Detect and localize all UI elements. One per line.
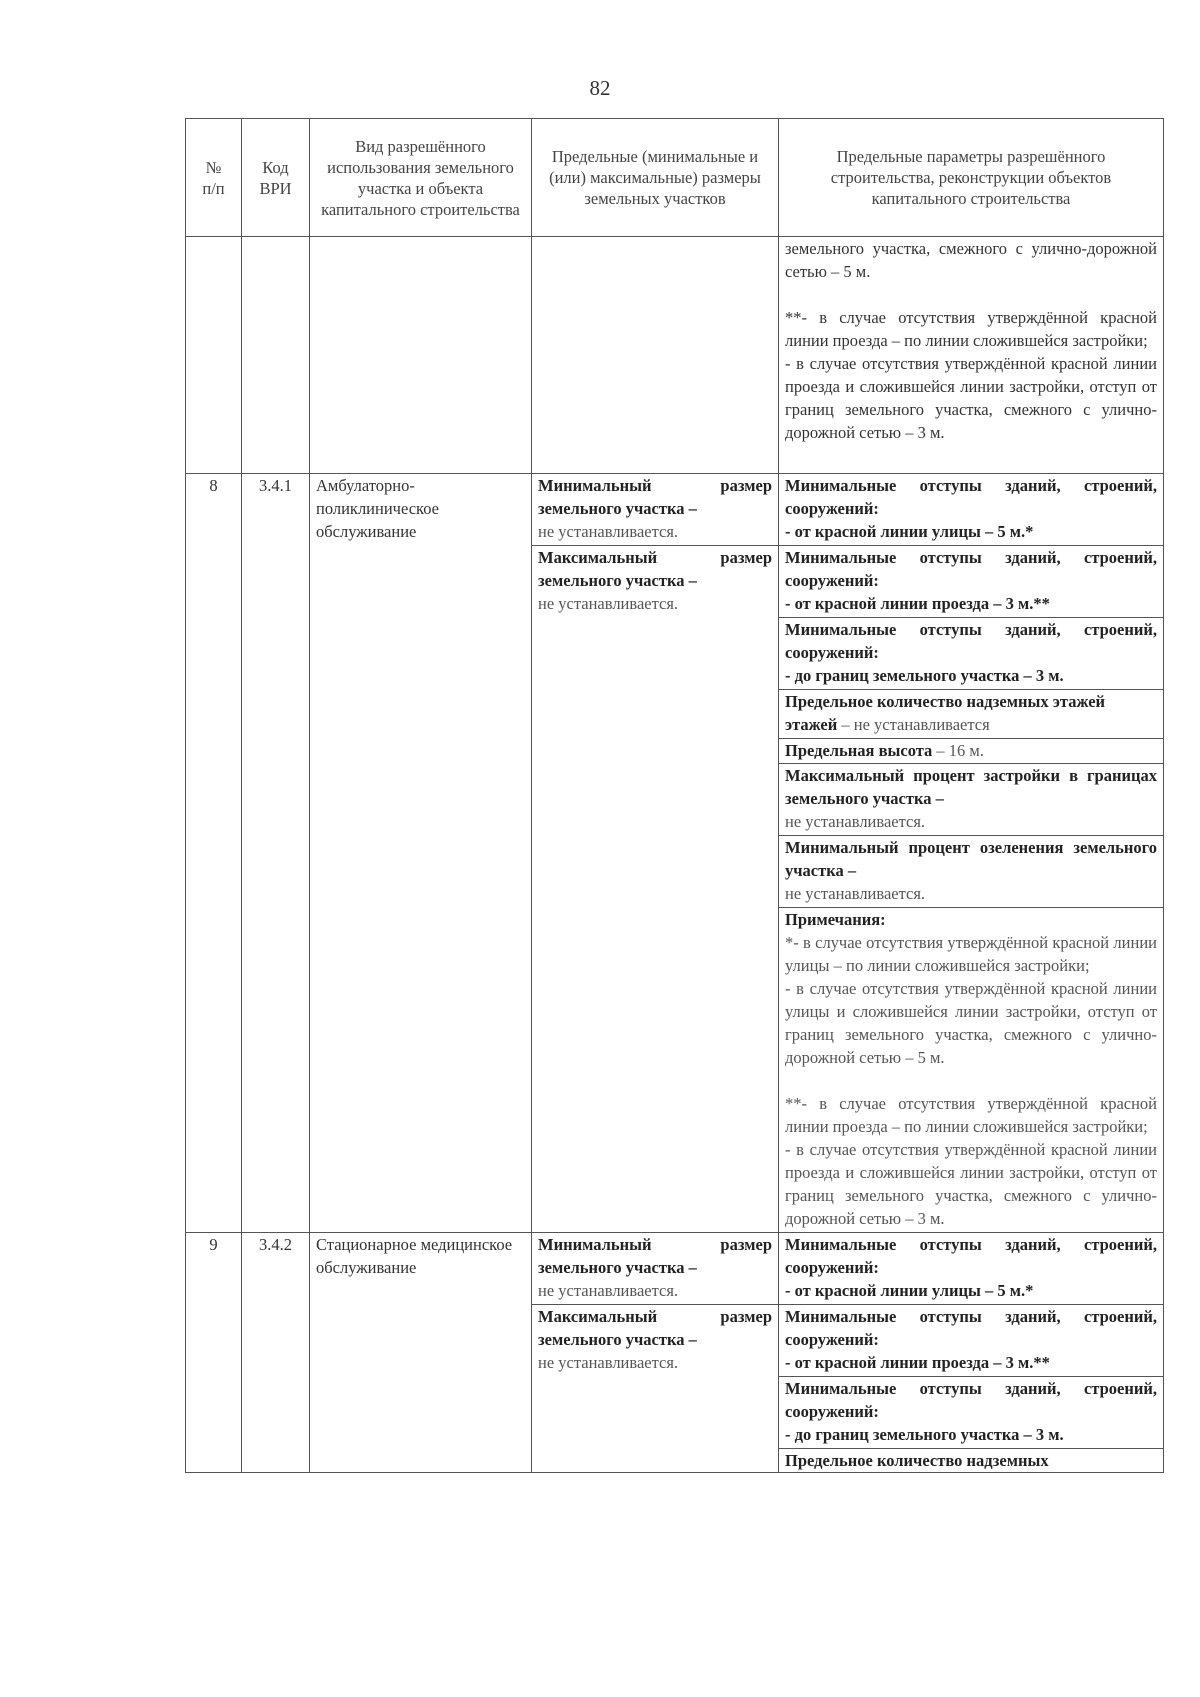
row-size [532, 1233, 779, 1473]
max-size-title: Максимальный размер земельного участка – [538, 548, 772, 590]
setback-street: - от красной линии улицы – 5 м.* [785, 1281, 1034, 1300]
setback-title: Минимальные отступы зданий, строений, сооружений: [785, 1307, 1157, 1349]
table-row-continuation [186, 237, 1164, 474]
coverage-title: Максимальный процент застройки в границах земельного участка – [785, 766, 1157, 808]
cell-empty [186, 237, 242, 474]
note-4: - в случае отсутствия утверждённой красной линии проезда и сложившейся линии застройки, отступ от границ земельного участка, смежного с улично-дорожной сетью – 3 м. [785, 1140, 1157, 1228]
setback-title: Минимальные отступы зданий, строений, сооружений: [785, 1379, 1157, 1421]
min-size-title: Минимальный размер земельного участка – [538, 476, 772, 518]
header-num: № п/п [186, 119, 242, 237]
green-title: Минимальный процент озеленения земельного участка – [785, 838, 1157, 880]
cell-empty [242, 237, 310, 474]
row-params [779, 474, 1164, 1233]
continuation-p2: **- в случае отсутствия утверждённой красной линии проезда – по линии сложившейся застройки; [785, 308, 1157, 350]
min-size-value: не устанавливается. [538, 1281, 679, 1300]
setback-title: Минимальные отступы зданий, строений, сооружений: [785, 620, 1157, 662]
green-value: не устанавливается. [785, 884, 926, 903]
row-name: Стационарное медицинское обслуживание [310, 1233, 532, 1473]
row-name: Амбулаторно-поликлиническое обслуживание [310, 474, 532, 1233]
header-size: Предельные (минимальные и (или) максимальные) размеры земельных участков [532, 119, 779, 237]
header-params: Предельные параметры разрешённого строительства, реконструкции объектов капитального строительства [779, 119, 1164, 237]
page-number: 82 [589, 76, 611, 100]
setback-title: Минимальные отступы зданий, строений, сооружений: [785, 476, 1157, 518]
cell-empty [310, 237, 532, 474]
continuation-p1: земельного участка, смежного с улично-дорожной сетью – 5 м. [785, 239, 1157, 281]
setback-street: - от красной линии улицы – 5 м.* [785, 522, 1034, 541]
note-1: *- в случае отсутствия утверждённой красной линии улицы – по линии сложившейся застройки; [785, 933, 1157, 975]
continuation-p3: - в случае отсутствия утверждённой красной линии проезда и сложившейся линии застройки, отступ от границ земельного участка, смежного с улично-дорожной сетью – 3 м. [785, 354, 1157, 442]
setback-passage: - от красной линии проезда – 3 м.** [785, 594, 1050, 613]
table-row [186, 474, 1164, 1233]
row-num: 8 [186, 474, 242, 1233]
table-row [186, 1233, 1164, 1473]
setback-border: - до границ земельного участка – 3 м. [785, 1425, 1064, 1444]
row-code: 3.4.1 [242, 474, 310, 1233]
note-3: **- в случае отсутствия утверждённой красной линии проезда – по линии сложившейся застройки; [785, 1094, 1157, 1136]
table-header-row [186, 119, 1164, 237]
max-size-value: не устанавливается. [538, 1353, 679, 1372]
height-value: – 16 м. [932, 741, 984, 760]
min-size-value: не устанавливается. [538, 522, 679, 541]
min-size-title: Минимальный размер земельного участка – [538, 1235, 772, 1277]
floors-title: Предельное количество надземных этажей [785, 692, 1106, 711]
setback-passage: - от красной линии проезда – 3 м.** [785, 1353, 1050, 1372]
setback-title: Минимальные отступы зданий, строений, сооружений: [785, 1235, 1157, 1277]
floors-title: Предельное количество надземных [785, 1451, 1049, 1470]
cell-empty [532, 237, 779, 474]
row-params [779, 1233, 1164, 1473]
setback-border: - до границ земельного участка – 3 м. [785, 666, 1064, 685]
row-code: 3.4.2 [242, 1233, 310, 1473]
row-size [532, 474, 779, 1233]
height-title: Предельная высота [785, 741, 933, 760]
header-code: Код ВРИ [242, 119, 310, 237]
row-num: 9 [186, 1233, 242, 1473]
notes-title: Примечания: [785, 910, 886, 929]
setback-title: Минимальные отступы зданий, строений, сооружений: [785, 548, 1157, 590]
zoning-table [185, 118, 1164, 1473]
max-size-title: Максимальный размер земельного участка – [538, 1307, 772, 1349]
note-2: - в случае отсутствия утверждённой красной линии улицы и сложившейся линии застройки, отступ от границ земельного участка, смежного с улично-дорожной сетью – 5 м. [785, 979, 1157, 1067]
coverage-value: не устанавливается. [785, 812, 926, 831]
continuation-params [779, 237, 1164, 474]
floors-value: этажей – не устанавливается [785, 715, 990, 734]
max-size-value: не устанавливается. [538, 594, 679, 613]
header-type: Вид разрешённого использования земельного участка и объекта капитального строительства [310, 119, 532, 237]
